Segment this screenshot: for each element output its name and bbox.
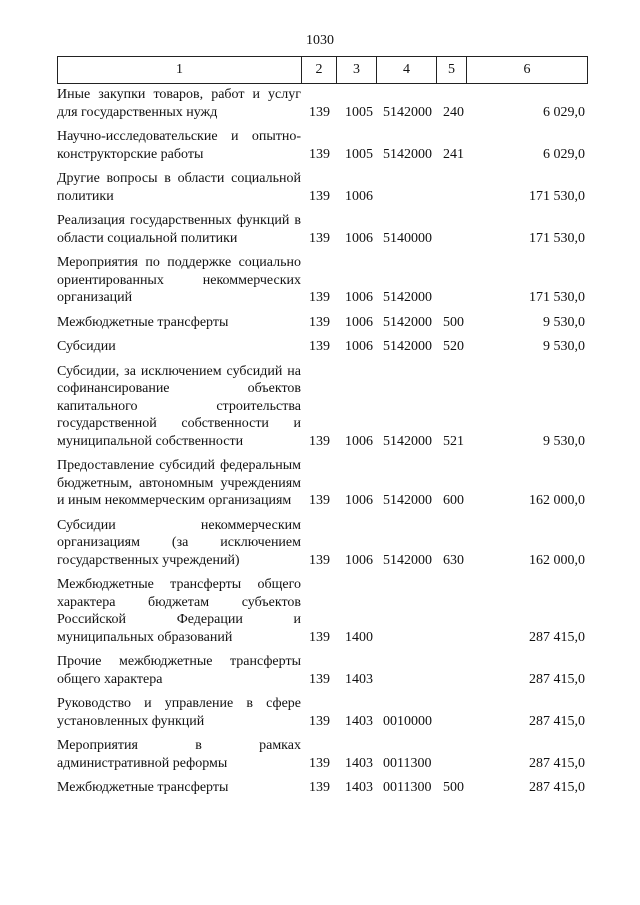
row-ministry: 139 [309, 671, 330, 687]
table-row [57, 363, 597, 451]
row-section: 1006 [345, 339, 373, 354]
row-sum: 287 415,0 [529, 755, 585, 771]
header-cell-3: 3 [337, 57, 377, 84]
row-name: Субсидии [57, 339, 116, 354]
row-ministry: 139 [309, 713, 330, 729]
row-section: 1006 [345, 552, 373, 568]
row-article: 5142000 [383, 290, 432, 305]
table-row [57, 128, 597, 163]
row-name: Руководство и управление в сфере установленных функций [57, 696, 301, 729]
row-section: 1403 [345, 671, 373, 687]
row-section: 1006 [345, 188, 373, 204]
table-row [57, 86, 597, 121]
column-header-table [57, 56, 588, 84]
row-section: 1400 [345, 629, 373, 645]
row-sum: 171 530,0 [529, 230, 585, 246]
row-section: 1403 [345, 755, 373, 771]
row-name: Прочие межбюджетные трансферты общего характера [57, 654, 301, 687]
row-name: Другие вопросы в области социальной политики [57, 171, 301, 204]
row-sum: 287 415,0 [529, 713, 585, 729]
table-row [57, 212, 597, 247]
row-sum: 9 530,0 [543, 314, 585, 330]
row-name: Межбюджетные трансферты [57, 314, 229, 330]
row-ministry: 139 [309, 146, 330, 162]
table-row [57, 737, 597, 772]
table-row [57, 779, 597, 797]
row-sum: 287 415,0 [529, 671, 585, 687]
row-section: 1005 [345, 146, 373, 162]
row-ministry: 139 [309, 188, 330, 204]
row-name: Субсидии, за исключением субсидий на софинансирование объектов капитального строительства государственной собственности и муниципальной собственности [57, 363, 301, 449]
table-row [57, 653, 597, 688]
row-expense-type: 500 [443, 314, 464, 330]
budget-rows [57, 86, 597, 804]
row-ministry: 139 [309, 230, 330, 246]
row-sum: 162 000,0 [529, 552, 585, 568]
row-expense-type: 241 [443, 146, 464, 162]
row-sum: 6 029,0 [543, 146, 585, 162]
row-section: 1403 [345, 780, 373, 795]
row-ministry: 139 [309, 493, 330, 508]
row-name: Мероприятия в рамках административной реформы [57, 738, 301, 771]
header-cell-4: 4 [377, 57, 437, 84]
table-row [57, 338, 597, 356]
row-article: 0011300 [383, 780, 432, 795]
row-sum: 171 530,0 [529, 188, 585, 204]
row-expense-type: 500 [443, 780, 464, 795]
row-expense-type: 630 [443, 552, 464, 568]
row-article: 5142000 [383, 146, 432, 162]
row-section: 1403 [345, 713, 373, 729]
table-row [57, 254, 597, 307]
table-row [57, 314, 597, 332]
row-section: 1005 [345, 104, 373, 120]
row-sum: 9 530,0 [543, 339, 585, 354]
row-name: Научно-исследовательские и опытно-конструкторские работы [57, 129, 301, 162]
row-section: 1006 [345, 290, 373, 305]
row-section: 1006 [345, 493, 373, 508]
row-ministry: 139 [309, 104, 330, 120]
row-article: 5142000 [383, 433, 432, 449]
table-row [57, 170, 597, 205]
row-expense-type: 521 [443, 433, 464, 449]
row-article: 5142000 [383, 552, 432, 568]
row-ministry: 139 [309, 339, 330, 354]
row-section: 1006 [345, 433, 373, 449]
row-ministry: 139 [309, 755, 330, 771]
row-ministry: 139 [309, 552, 330, 568]
row-article: 5142000 [383, 314, 432, 330]
header-cell-2: 2 [302, 57, 337, 84]
row-sum: 287 415,0 [529, 629, 585, 645]
row-name: Межбюджетные трансферты [57, 780, 229, 795]
row-name: Предоставление субсидий федеральным бюджетным, автономным учреждениям и иным некоммерческим организациям [57, 458, 301, 508]
row-sum: 9 530,0 [543, 433, 585, 449]
row-expense-type: 520 [443, 339, 464, 354]
row-ministry: 139 [309, 780, 330, 795]
row-name: Иные закупки товаров, работ и услуг для государственных нужд [57, 87, 301, 120]
row-name: Межбюджетные трансферты общего характера бюджетам субъектов Российской Федерации и муниципальных образований [57, 577, 301, 645]
row-ministry: 139 [309, 290, 330, 305]
table-row [57, 576, 597, 646]
row-article: 0011300 [383, 755, 432, 771]
row-section: 1006 [345, 230, 373, 246]
header-row [58, 57, 588, 84]
row-name: Субсидии некоммерческим организациям (за исключением государственных учреждений) [57, 517, 301, 568]
row-ministry: 139 [309, 629, 330, 645]
row-section: 1006 [345, 314, 373, 330]
header-cell-1: 1 [58, 57, 302, 84]
header-cell-6: 6 [467, 57, 588, 84]
row-expense-type: 600 [443, 493, 464, 508]
row-article: 0010000 [383, 713, 432, 729]
table-row [57, 457, 597, 510]
row-sum: 287 415,0 [529, 780, 585, 795]
table-row [57, 695, 597, 730]
row-article: 5142000 [383, 493, 432, 508]
row-expense-type: 240 [443, 104, 464, 120]
row-name: Реализация государственных функций в области социальной политики [57, 213, 301, 246]
row-ministry: 139 [309, 433, 330, 449]
row-sum: 6 029,0 [543, 104, 585, 120]
row-article: 5140000 [383, 230, 432, 246]
row-article: 5142000 [383, 339, 432, 354]
header-cell-5: 5 [437, 57, 467, 84]
row-sum: 162 000,0 [529, 493, 585, 508]
row-name: Мероприятия по поддержке социально ориентированных некоммерческих организаций [57, 255, 301, 305]
row-article: 5142000 [383, 104, 432, 120]
table-row [57, 517, 597, 570]
row-sum: 171 530,0 [529, 290, 585, 305]
row-ministry: 139 [309, 314, 330, 330]
page-number: 1030 [306, 33, 334, 48]
